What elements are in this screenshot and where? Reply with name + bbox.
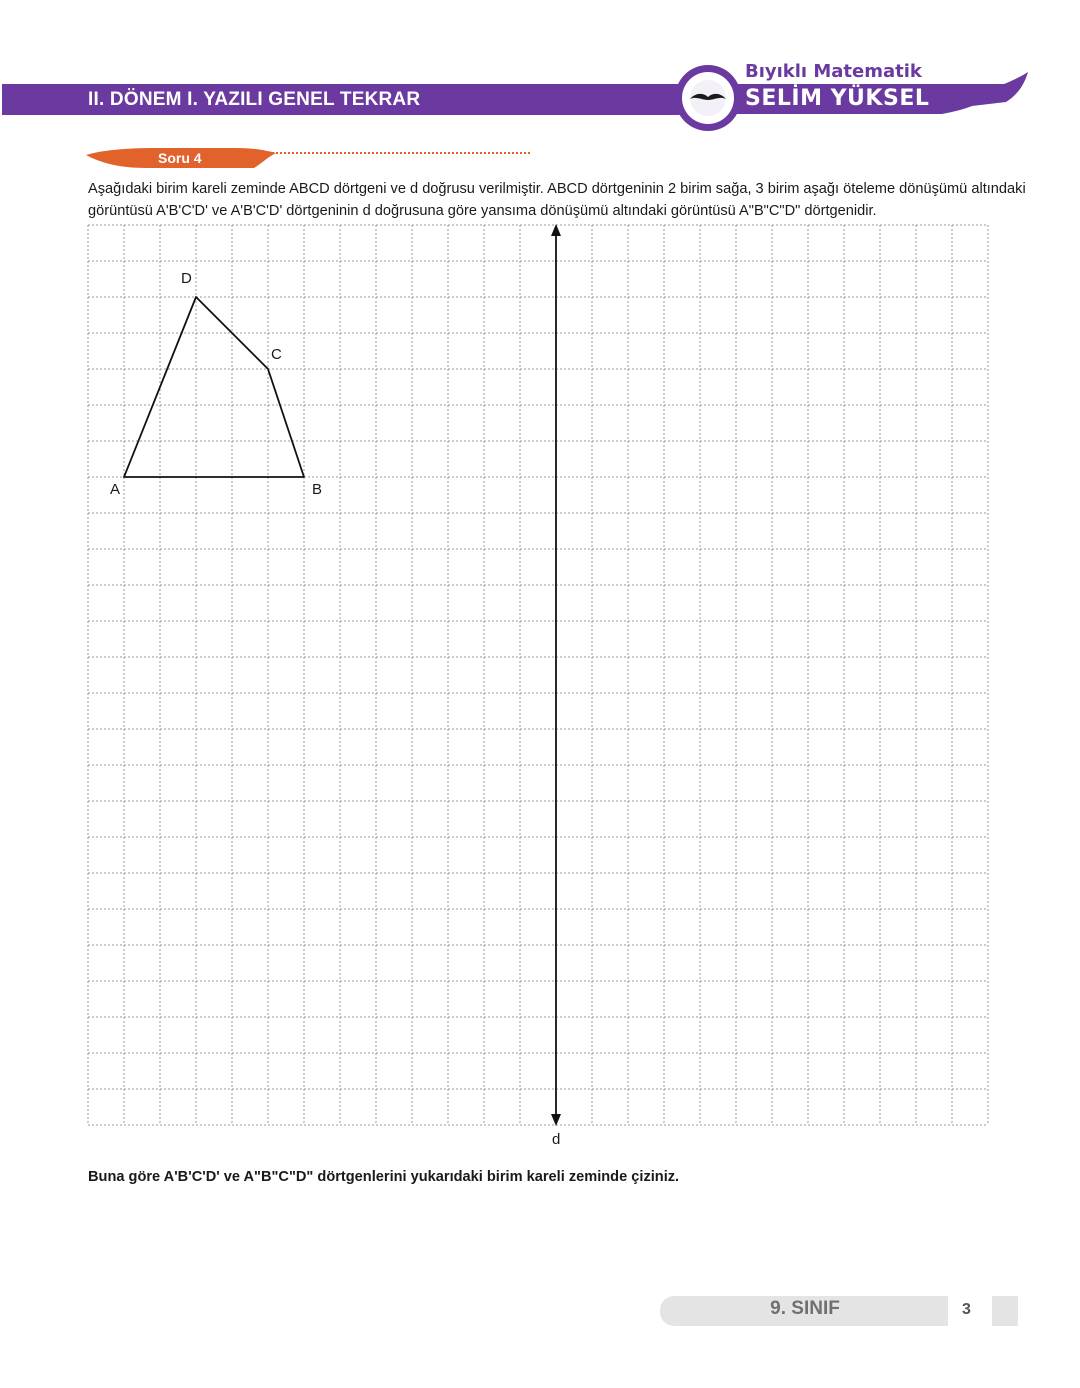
vertex-label-c: C [271,346,282,363]
vertex-label-a: A [110,481,121,498]
brand-name-text: SELİM YÜKSEL [745,86,930,111]
quadrilateral-abcd [124,297,304,477]
footer-class-label: 9. SINIF [770,1298,840,1319]
question-number: Soru 4 [158,150,202,166]
line-d-arrow-top [551,224,561,236]
page-corner-box [992,1296,1018,1326]
line-d-arrow-bottom [551,1114,561,1126]
vertex-label-b: B [312,481,323,498]
vertex-label-d: D [181,270,192,287]
question-instruction: Buna göre A'B'C'D' ve A"B"C"D" dörtgenlerini yukarıdaki birim kareli zeminde çiziniz. [88,1169,680,1185]
page-header-title: II. DÖNEM I. YAZILI GENEL TEKRAR [88,89,421,110]
line-d-label: d [552,1131,561,1148]
page-number: 3 [962,1301,971,1318]
question-text: Aşağıdaki birim kareli zeminde ABCD dörtgeni ve d doğrusu verilmiştir. ABCD dörtgeninin 2 birim sağa, 3 birim aşağı öteleme dönüşümü altındaki görüntüsü A'B'C'D' ve A'B'C'D' dörtgeninin d doğrusuna göre yansıma dönüşümü altındaki görüntüsü A"B"C"D" dörtgenidir. [88,181,1026,219]
brand-top-text: Bıyıklı Matematik [745,61,922,82]
